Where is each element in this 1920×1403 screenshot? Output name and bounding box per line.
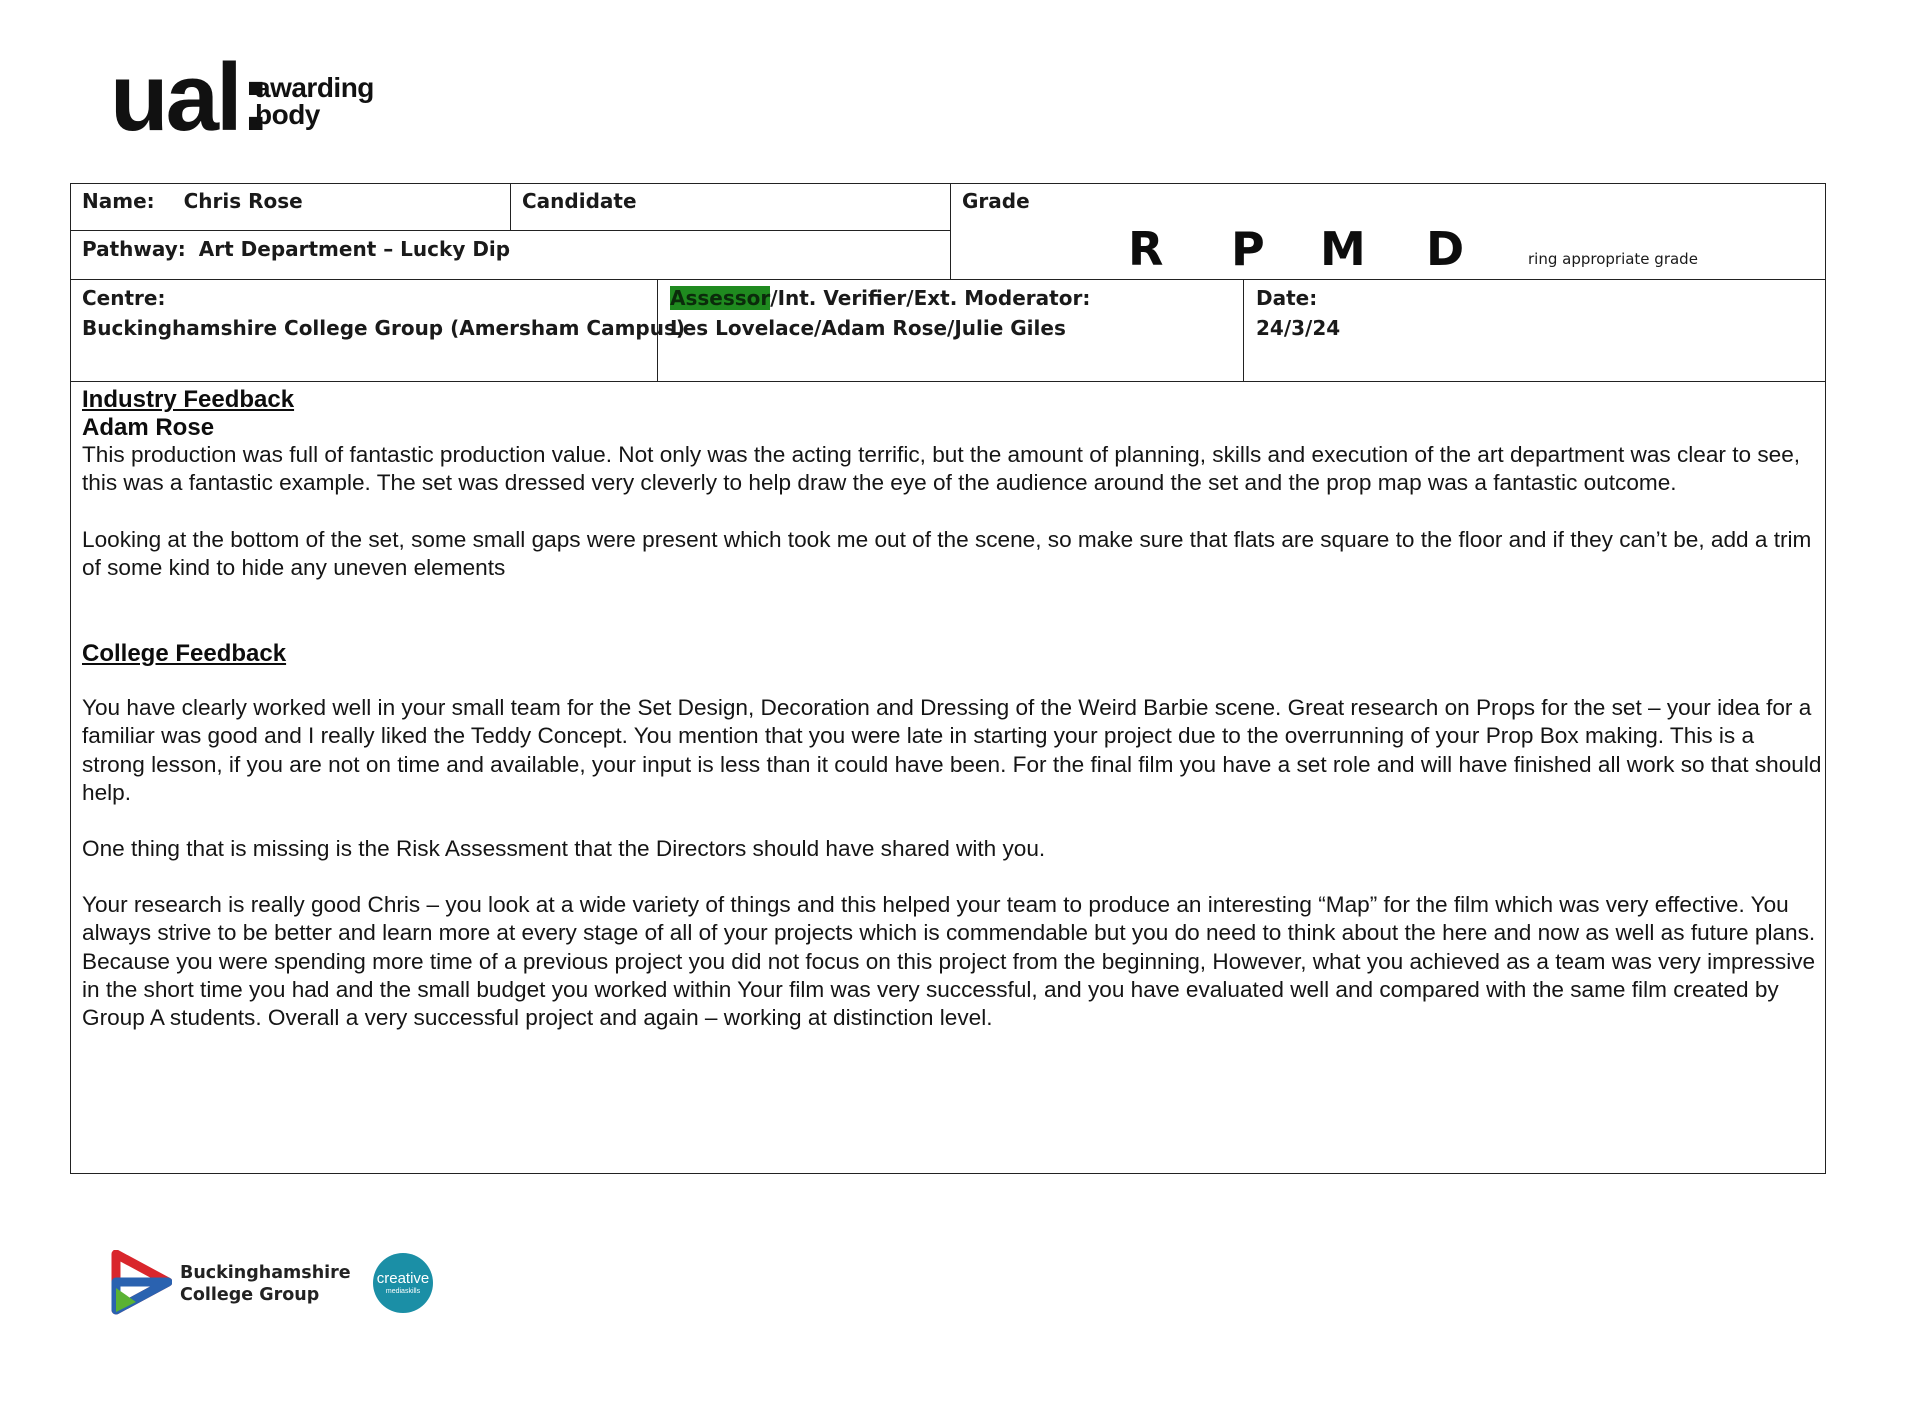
assessor-highlight: Assessor	[670, 286, 771, 310]
grade-label: Grade	[962, 189, 1030, 213]
centre-label: Centre:	[82, 286, 166, 310]
college-name-line2: College Group	[180, 1285, 320, 1305]
date-value: 24/3/24	[1256, 316, 1341, 340]
college-feedback-para-1: You have clearly worked well in your small team for the Set Design, Decoration and Dressing of the Weird Barbie scene. Great research on Props for the set – your idea for a familiar was good and I really liked the Teddy Concept. You mention that you were late in starting your project due to the overrunning of your Prop Box making. This is a strong lesson, if you are not on time and available, your input is less than it could have been. For the final film you have a set role and will have finished all work so that should help.	[82, 695, 1822, 805]
college-name-line1: Buckinghamshire	[180, 1263, 351, 1283]
grade-r: R	[1128, 222, 1164, 276]
date-label: Date:	[1256, 286, 1318, 310]
grade-m: M	[1320, 222, 1366, 276]
ual-logo-line2: body	[255, 99, 320, 130]
assessor-label-rest: /Int. Verifier/Ext. Moderator:	[770, 286, 1091, 310]
centre-value: Buckinghamshire College Group (Amersham Campus)	[82, 316, 686, 340]
name-label: Name:	[82, 189, 155, 213]
pathway-label: Pathway:	[82, 237, 186, 261]
grade-d: D	[1426, 222, 1465, 276]
candidate-label: Candidate	[522, 189, 637, 213]
divider	[950, 183, 951, 280]
divider	[1243, 279, 1244, 381]
footer-logos	[110, 1250, 440, 1322]
name-field	[82, 187, 303, 215]
industry-feedback-para-1: This production was full of fantastic production value. Not only was the acting terrific, but the amount of planning, skills and execution of the art department was clear to see, this was a fantastic example. The set was dressed very cleverly to help draw the eye of the audience around the set and the prop map was a fantastic outcome.	[82, 442, 1801, 496]
ual-logo-line1: awarding	[255, 72, 374, 103]
name-value: Chris Rose	[183, 189, 303, 213]
ual-logo-subtitle	[255, 74, 374, 128]
divider	[510, 183, 511, 231]
industry-feedback-para-2: Looking at the bottom of the set, some small gaps were present which took me out of the scene, so make sure that flats are square to the floor and if they can’t be, add a trim of some kind to hide any uneven elements	[82, 527, 1812, 581]
industry-reviewer: Adam Rose	[82, 414, 215, 441]
ual-logo	[110, 44, 410, 151]
college-feedback-para-2: One thing that is missing is the Risk Assessment that the Directors should have shared with you.	[82, 836, 1046, 861]
pathway-value: Art Department – Lucky Dip	[198, 237, 511, 261]
pathway-field	[82, 235, 510, 263]
badge-line1: creative	[376, 1270, 430, 1287]
industry-feedback-title: Industry Feedback	[82, 386, 295, 413]
divider	[70, 381, 1826, 382]
grade-p: P	[1231, 222, 1265, 276]
assessor-value: Les Lovelace/Adam Rose/Julie Giles	[670, 316, 1066, 340]
creative-media-skills-badge	[372, 1252, 434, 1314]
ual-logo-mark: ual:	[110, 44, 269, 151]
college-feedback-title: College Feedback	[82, 640, 287, 667]
divider	[70, 279, 1826, 280]
assessor-label	[670, 284, 1090, 312]
buckinghamshire-college-name	[180, 1262, 351, 1306]
buckinghamshire-college-logo-icon	[110, 1250, 172, 1316]
college-feedback-para-3: Your research is really good Chris – you look at a wide variety of things and this helped your team to produce an interesting “Map” for the film which was very effective. You always strive to be better and learn more at every stage of all of your projects which is commendable but you do need to think about the here and now as well as future plans. Because you were spending more time of a previous project you did not focus on this project from the beginning, However, what you achieved as a team was very impressive in the short time you had and the small budget you worked within Your film was very successful, and you have evaluated well and compared with the same film created by Group A students. Overall a very successful project and again – working at distinction level.	[82, 892, 1816, 1031]
badge-line2: mediaskills	[385, 1288, 421, 1295]
grade-instruction: ring appropriate grade	[1528, 250, 1698, 268]
